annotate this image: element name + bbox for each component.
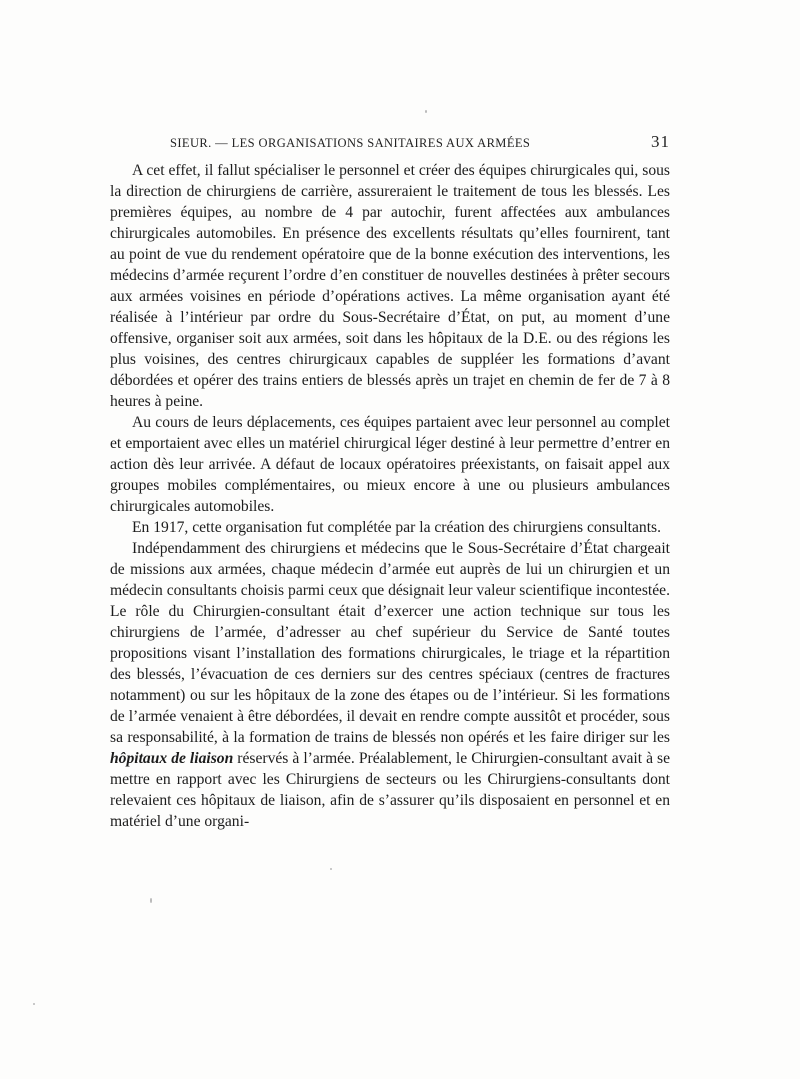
paragraph-3: En 1917, cette organisation fut complétée par la création des chirurgiens consultants. [132,519,662,536]
paper-speck [330,868,332,870]
paragraph-4-after: réservés à l’armée. Préalablement, le Chirurgien-consultant avait à se mettre en rapport avec les Chirurgiens de secteurs ou les Chirurgiens-consultants dont relevaient ces hôpitaux de liaison, afin de s’assurer qu’ils disposaient en personnel et en matériel d’une organi- [110,750,671,830]
paragraph-4 [110,538,670,832]
paragraph-2: Au cours de leurs déplacements, ces équipes partaient avec leur personnel au complet et emportaient avec elles un matériel chirurgical léger destiné à leur permettre d’entrer en action dès leur arrivée. A défaut de locaux opératoires préexistants, on faisait appel aux groupes mobiles complémentaires, ou mieux encore à une ou plusieurs ambulances chirurgicales automobiles. [110,414,670,515]
paper-speck [33,1003,35,1005]
paragraph-4-before: Indépendamment des chirurgiens et médecins que le Sous-Secrétaire d’État chargeait de missions aux armées, chaque médecin d’armée eut auprès de lui un chirurgien et un médecin consultants choisis parmi ceux que désignait leur valeur scientifique incontestée. Le rôle du Chirurgien-consultant était d’exercer une action technique sur tous les chirurgiens de l’armée, d’adresser au chef supérieur du Service de Santé toutes propositions visant l’installation des formations chirurgicales, le triage et la répartition des blessés, l’évacuation de ces derniers sur des centres spéciaux (centres de fractures notamment) ou sur les hôpitaux de la zone des étapes ou de l’intérieur. Si les formations de l’armée venaient à être débordées, il devait en rendre compte aussitôt et procéder, sous sa responsabilité, à la formation de trains de blessés non opérés et les faire diriger sur les [110,540,670,746]
page-number: 31 [651,132,670,151]
running-title: SIEUR. — LES ORGANISATIONS SANITAIRES AUX ARMÉES [170,136,531,150]
body-text [110,160,670,832]
running-head [110,134,670,154]
paper-speck [425,110,427,113]
paragraph-1: A cet effet, il fallut spécialiser le personnel et créer des équipes chirurgicales qui, sous la direction de chirurgiens de carrière, assureraient le traitement de tous les blessés. Les premières équipes, au nombre de 4 par autochir, furent affectées aux ambulances chirurgicales automobiles. En présence des excellents résultats qu’elles fournirent, tant au point de vue du rendement opératoire que de la bonne exécution des interventions, les médecins d’armée reçurent l’ordre d’en constituer de nouvelles destinées à prêter secours aux armées voisines en période d’opérations actives. La même organisation ayant été réalisée à l’intérieur par ordre du Sous-Secrétaire d’État, on put, au moment d’une offensive, organiser soit aux armées, soit dans les hôpitaux de la D.E. ou des régions les plus voisines, des centres chirurgicaux capables de suppléer les formations d’avant débordées et opérer des trains entiers de blessés après un trajet en chemin de fer de 7 à 8 heures à peine. [110,162,670,410]
emphasis-hopitaux-de-liaison: hôpitaux de liaison [110,750,234,767]
paper-speck [150,898,152,903]
